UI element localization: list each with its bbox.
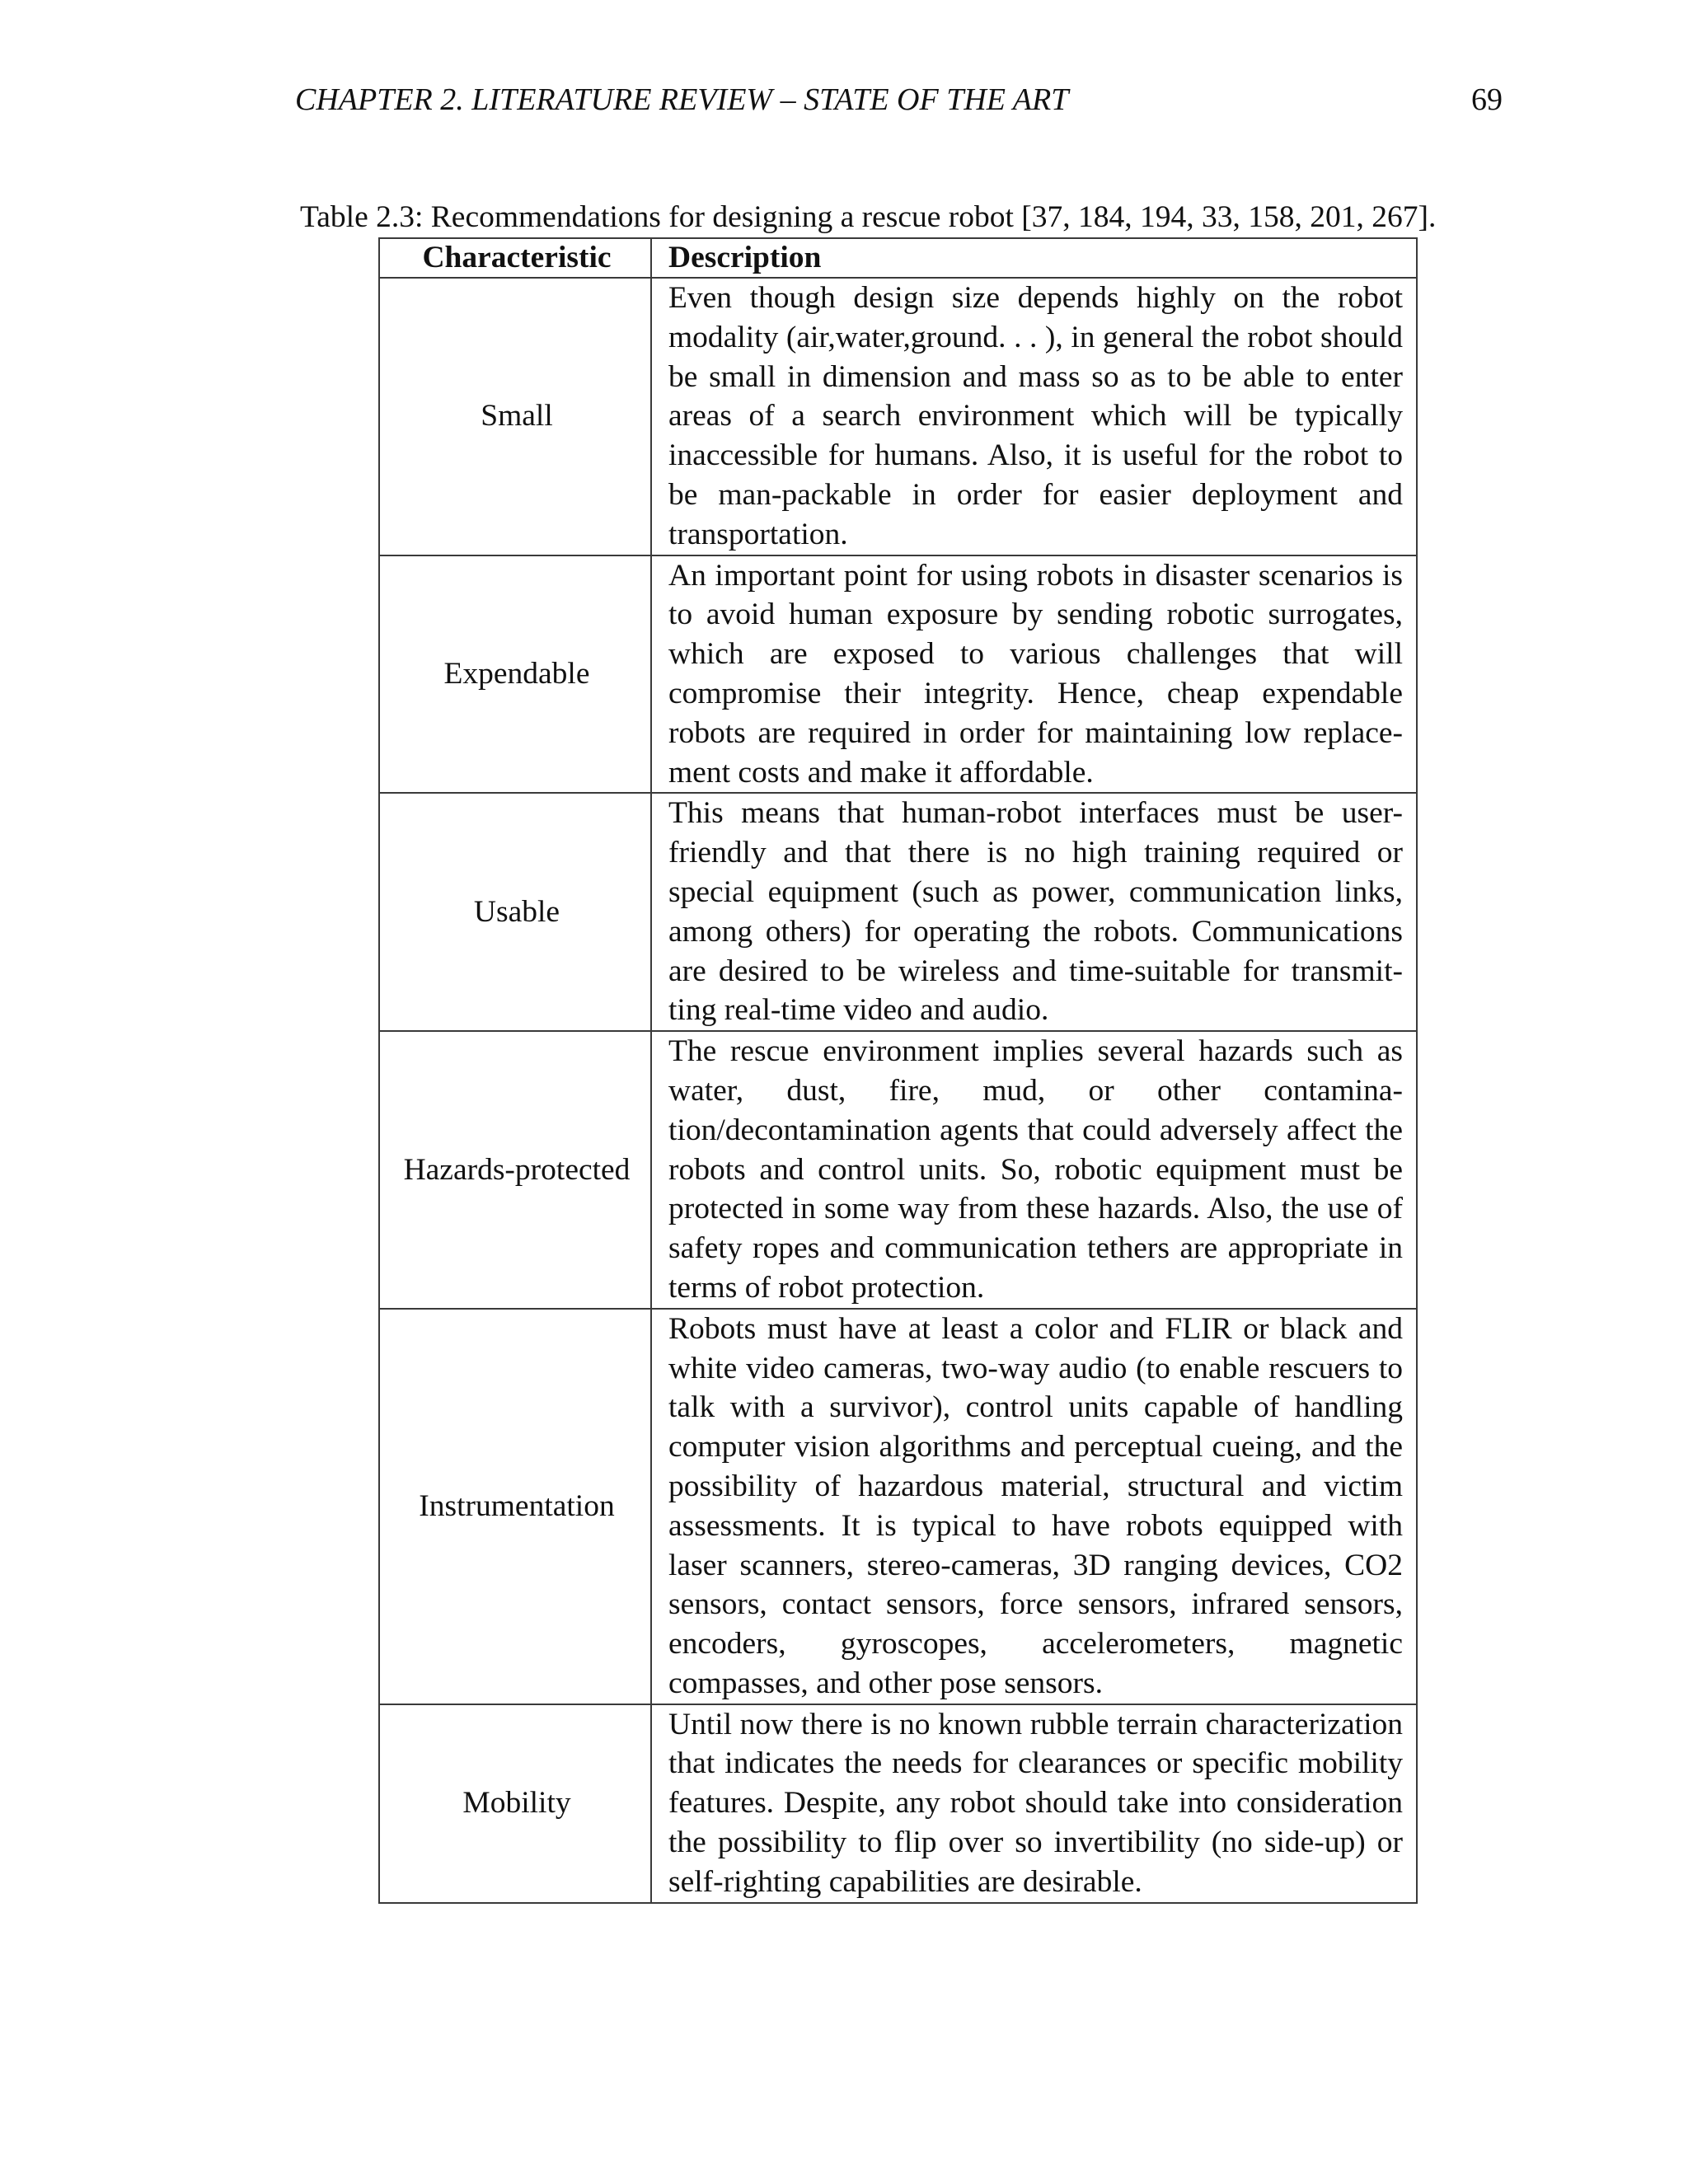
- characteristic-cell: Expendable: [379, 555, 651, 794]
- table-row: [379, 1309, 1417, 1704]
- table-header-row: [379, 238, 1417, 278]
- running-title: CHAPTER 2. LITERATURE REVIEW – STATE OF THE ART: [295, 82, 1069, 117]
- description-cell: Even though design size depends highly on the robot modality (air,water,ground. . . ), in general the robot should be small in dimension and mass so as to be able to enter areas of a search environment which will be typically inaccessible for humans. Also, it is useful for the robot to be man-packable in order for easier deployment and transportation.: [651, 278, 1417, 555]
- table-row: [379, 793, 1417, 1031]
- column-header-description: Description: [651, 238, 1417, 278]
- characteristic-cell: Instrumentation: [379, 1309, 651, 1704]
- table-row: [379, 1704, 1417, 1903]
- description-cell: This means that human-robot interfaces must be user-friendly and that there is no high training required or special equipment (such as power, communication links, among others) for operating the robots. Communications are desired to be wireless and time-suitable for transmitting real-time video and audio.: [651, 793, 1417, 1031]
- page-number: 69: [1471, 82, 1503, 117]
- description-cell: An important point for using robots in disaster scenarios is to avoid human exposure by sending robotic surrogates, which are exposed to various challenges that will compromise their integrity. Hence, cheap expendable robots are required in order for maintaining low replacement costs and make it affordable.: [651, 555, 1417, 794]
- characteristic-cell: Hazards-protected: [379, 1031, 651, 1309]
- characteristic-cell: Small: [379, 278, 651, 555]
- table-row: [379, 555, 1417, 794]
- recommendations-table: [378, 237, 1418, 1904]
- running-header: [295, 79, 1503, 120]
- description-cell: Robots must have at least a color and FLIR or black and white video cameras, two-way audio (to enable rescuers to talk with a survivor), control units capable of handling computer vision algorithms and perceptual cueing, and the possibility of hazardous material, structural and victim assessments. It is typical to have robots equipped with laser scanners, stereo-cameras, 3D ranging devices, CO2 sensors, contact sensors, force sensors, infrared sensors, encoders, gyroscopes, accelerometers, magnetic compasses, and other pose sensors.: [651, 1309, 1417, 1704]
- description-cell: The rescue environment implies several hazards such as water, dust, fire, mud, or other contamination/decontamination agents that could adversely affect the robots and control units. So, robotic equipment must be protected in some way from these hazards. Also, the use of safety ropes and communication tethers are appropriate in terms of robot protection.: [651, 1031, 1417, 1309]
- table-caption: Table 2.3: Recommendations for designing a rescue robot [37, 184, 194, 33, 158, 201, 267].: [300, 200, 1437, 234]
- characteristic-cell: Usable: [379, 793, 651, 1031]
- characteristic-cell: Mobility: [379, 1704, 651, 1903]
- description-cell: Until now there is no known rubble terrain characterization that indicates the needs for clearances or specific mobility features. Despite, any robot should take into consideration the possibility to flip over so invertibility (no side-up) or self-righting capabilities are desirable.: [651, 1704, 1417, 1903]
- table-row: [379, 278, 1417, 555]
- table-row: [379, 1031, 1417, 1309]
- column-header-characteristic: Characteristic: [379, 238, 651, 278]
